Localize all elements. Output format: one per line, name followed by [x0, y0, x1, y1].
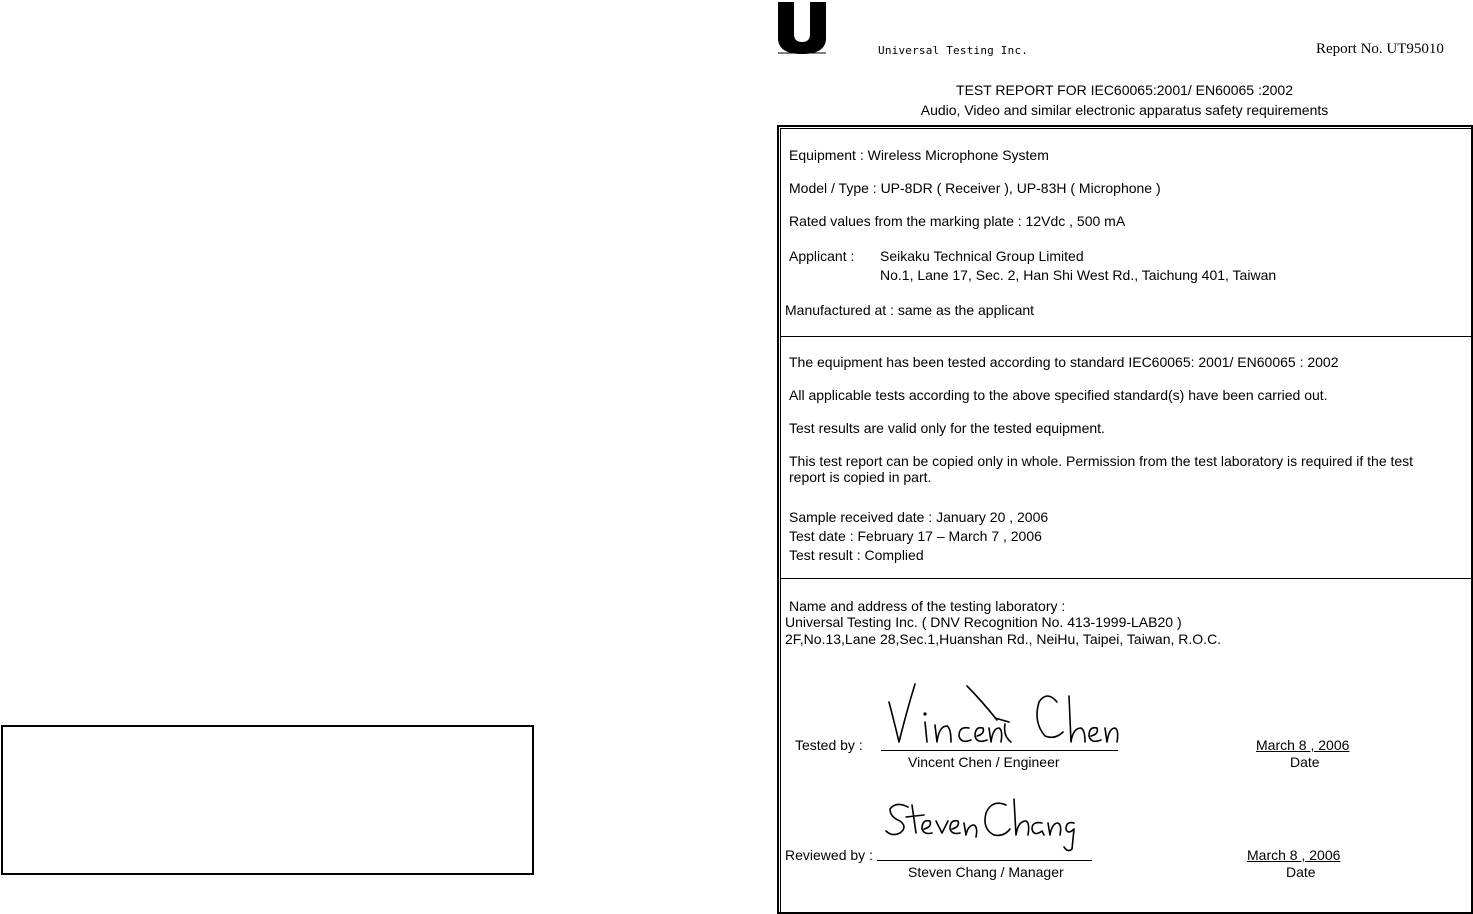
- company-logo-icon: [778, 2, 826, 54]
- test-date-line: Test date : February 17 – March 7 , 2006: [789, 528, 1042, 544]
- reviewed-by-label: Reviewed by :: [785, 847, 873, 863]
- reviewed-date: March 8 , 2006: [1247, 847, 1341, 863]
- lab-heading: Name and address of the testing laboratory :: [789, 598, 1066, 614]
- tested-by-label: Tested by :: [795, 737, 863, 753]
- section-divider: [780, 578, 1471, 579]
- section-divider: [780, 336, 1471, 337]
- reviewed-by-name: Steven Chang / Manager: [908, 864, 1064, 880]
- applicant-address: No.1, Lane 17, Sec. 2, Han Shi West Rd., Taichung 401, Taiwan: [880, 267, 1277, 283]
- tested-by-line: [881, 750, 1118, 751]
- tested-by-signature: [885, 680, 1120, 750]
- applicable-line: All applicable tests according to the above specified standard(s) have been carried out.: [789, 387, 1328, 403]
- lab-address: 2F,No.13,Lane 28,Sec.1,Huanshan Rd., NeiHu, Taipei, Taiwan, R.O.C.: [785, 631, 1222, 647]
- report-title: TEST REPORT FOR IEC60065:2001/ EN60065 :2002: [956, 82, 1293, 98]
- rated-values-line: Rated values from the marking plate : 12Vdc , 500 mA: [789, 213, 1126, 229]
- applicant-label: Applicant :: [789, 248, 855, 264]
- standard-line: The equipment has been tested according to standard IEC60065: 2001/ EN60065 : 2002: [789, 354, 1339, 370]
- reviewed-by-line: [877, 860, 1092, 861]
- copy-notice-line-1: This test report can be copied only in whole. Permission from the test laboratory is required if the test: [789, 453, 1414, 469]
- tested-by-name: Vincent Chen / Engineer: [908, 754, 1060, 770]
- equipment-line: Equipment : Wireless Microphone System: [789, 147, 1049, 163]
- model-line: Model / Type : UP-8DR ( Receiver ), UP-83H ( Microphone ): [789, 180, 1161, 196]
- reviewed-by-signature: [882, 795, 1077, 855]
- applicant-name: Seikaku Technical Group Limited: [880, 248, 1084, 264]
- reviewed-date-label: Date: [1286, 864, 1316, 880]
- empty-box: [1, 725, 534, 875]
- copy-notice-line-2: report is copied in part.: [789, 469, 932, 485]
- sample-date-line: Sample received date : January 20 , 2006: [789, 509, 1049, 525]
- tested-date: March 8 , 2006: [1256, 737, 1350, 753]
- report-subtitle: Audio, Video and similar electronic apparatus safety requirements: [920, 102, 1329, 118]
- lab-name: Universal Testing Inc. ( DNV Recognition No. 413-1999-LAB20 ): [785, 614, 1182, 630]
- valid-line: Test results are valid only for the tested equipment.: [789, 420, 1105, 436]
- tested-date-label: Date: [1290, 754, 1320, 770]
- company-name: Universal Testing Inc.: [878, 44, 1029, 57]
- test-result-line: Test result : Complied: [789, 547, 924, 563]
- report-number: Report No. UT95010: [1316, 41, 1444, 57]
- manufactured-line: Manufactured at : same as the applicant: [785, 302, 1035, 318]
